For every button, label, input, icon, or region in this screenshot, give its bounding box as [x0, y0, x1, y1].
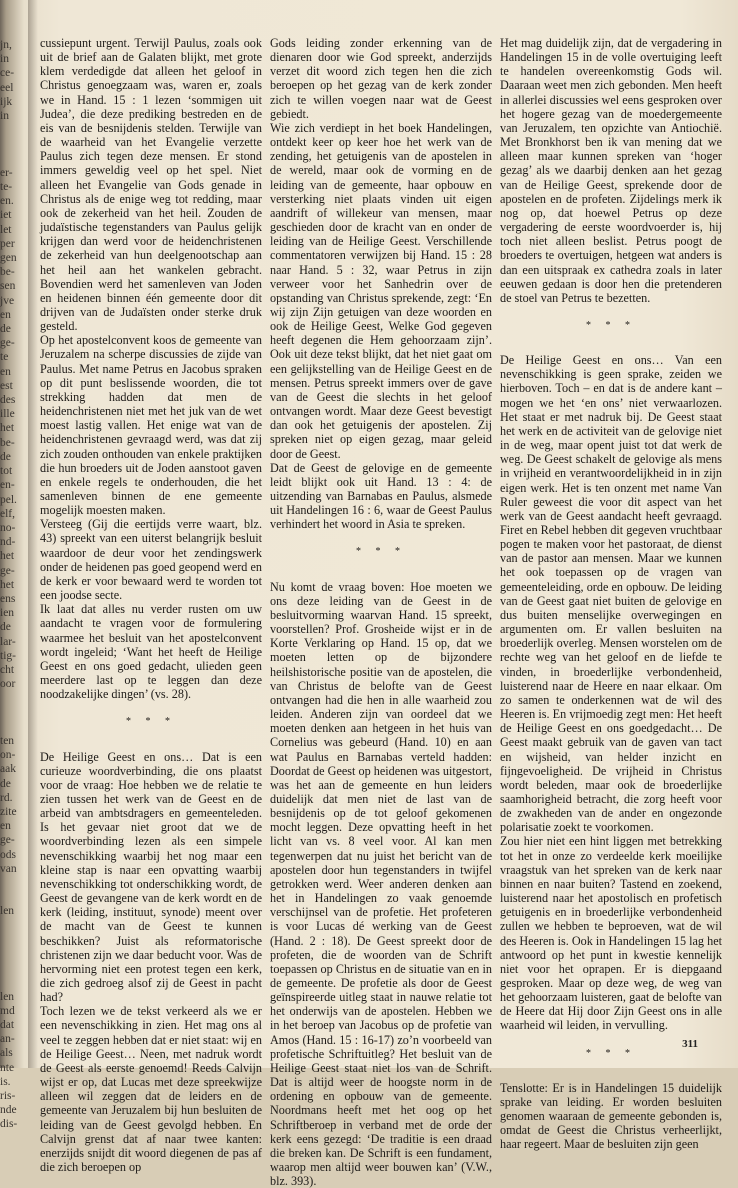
margin-fragment [0, 691, 30, 705]
paragraph: Het mag duidelijk zijn, dat de vergadering in Handelingen 15 in de volle overtuiging leeft te handelen overeenkomstig Gods wil. Daaraan weet men zich gebonden. Men heeft in allerlei discussies wel eens gesproken over het hogere gezag van de moedergemeente van Jeruzalem, ten opzichte van Antiochië. Met Bronkhorst ben ik van mening dat we alleen maar kunnen spreken van ‘hoger gezag’ als we daarbij denken aan het gezag van de Heilige Geest, sprekende door de apostelen en de profeten. Zijdelings merk ik nog op, dat hoewel Petrus op deze vergadering de eerste woordvoerder is, hij toch niet alleen beslist. Petrus poogt de broeders te overtuigen, hetgeen wat anders is dan een uitspraak ex cathedra zoals in later eeuwen gedaan is door hen die pretenderen de stoel van Petrus te bezetten. [500, 36, 722, 305]
margin-fragment: des [0, 394, 16, 407]
margin-fragment: md [0, 1004, 15, 1017]
margin-fragment: elf, [0, 507, 16, 520]
margin-fragment: de [0, 450, 11, 463]
paragraph: Ik laat dat alles nu verder rusten om uw aandacht te vragen voor de formulering waarmee het besluit van het apostelconvent wordt ingeleid; ‘Want het heeft de Heilige Geest en ons goed gedacht, ulieden geen meerdere last op te leggen dan deze noodzakelijke dingen’ (vs. 28). [40, 602, 262, 702]
paragraph: Gods leiding zonder erkenning van de dienaren door wie God spreekt, anderzijds verzet dit woord zich tegen hen die zich beroepen op het gezag van de kerk zonder zich te willen voegen naar wat de Geest gebiedt. [270, 36, 492, 121]
margin-fragment [0, 947, 30, 961]
margin-fragment: en [0, 365, 11, 378]
margin-fragment: jve [0, 294, 15, 307]
margin-fragment [0, 933, 30, 947]
margin-fragment: ten [0, 734, 15, 747]
margin-fragment: als [0, 1047, 13, 1060]
margin-fragment: ge- [0, 337, 15, 350]
margin-fragment: de [0, 323, 11, 336]
margin-fragment [0, 152, 30, 166]
margin-fragment: in [0, 110, 9, 123]
previous-page-margin [0, 38, 30, 1131]
margin-fragment: tig- [0, 649, 16, 662]
margin-fragment: per [0, 237, 15, 250]
section-separator: * * * [356, 546, 406, 558]
margin-fragment: nde [0, 1104, 17, 1117]
margin-fragment [0, 961, 30, 975]
paragraph: De Heilige Geest en ons… Van een nevenschikking is geen sprake, zeiden we hierboven. Toch – en dat is de andere kant – mogen we het ‘en ons’ niet verwaarlozen. Het staat er met nadruk bij. De Geest staat het werk en de activiteit van de gelovige niet in de weg, maar opent juist tot dat werk de weg. De Geest schakelt de gelovige als mens in vrijheid en verantwoordelijkheid in in zijn eigen werk. Het is ten onzent met name Van Ruler geweest die voor dit aspect van het werk van de Geest aandacht heeft gevraagd. Firet en Rebel hebben dit gegeven vruchtbaar pogen te maken voor het pastoraat, de dienst van de pastor aan mensen. Maar we kunnen het ook toepassen op de vragen van gemeenteleiding, orde en opbouw. De leiding van de Geest gaat niet buiten de gelovige en dus buiten menselijke overwegingen en argumenten om. Er vallen besluiten na broederlijk overleg. Mensen worstelen om de rechte weg van het geloof en de liefde te vinden, in broederlijke verbondenheid, luisterend naar de Heere en naar elkaar. Om zo samen te onderkennen wat de wil des Heeren is. En vrijmoedig zegt men: Het heeft de Heilige Geest en ons goedgedacht… De Geest maakt gebruik van de gaven van tact en wijsheid, van helder inzicht en fijngevoeligheid. De vrijheid in Christus wordt beleden, maar ook de broederlijke saamhorigheid betracht, die zorg heeft voor de zwakheden van de ander en ongezonde polarisatie zoekt te voorkomen. [500, 353, 722, 835]
margin-fragment: len [0, 905, 15, 918]
margin-fragment: ge- [0, 564, 15, 577]
margin-fragment [0, 720, 30, 734]
column-2 [270, 36, 492, 1188]
margin-fragment: be- [0, 436, 15, 449]
paragraph: Wie zich verdiept in het boek Handelingen, ontdekt keer op keer hoe het werk van de zending, het getuigenis van de apostelen in de wereld, maar ook de vorming en de leiding van de gemeente, haar opbouw en versterking niet plaats vinden uit eigen aandrift of willekeur van mensen, maar geschieden door de kracht van en onder de leiding van de Heilige Geest. Verschillende commentatoren verwijzen bij Hand. 15 : 28 naar Hand. 5 : 32, waar Petrus in zijn verweer voor het Sanhedrin over de opstanding van Christus sprekende, zegt: ‘En wij zijn Zijn getuigen van deze woorden en ook de Heilige Geest, Welke God gegeven heeft degenen die Hem gehoorzaam zijn’. Ook uit deze tekst blijkt, dat het niet gaat om een gelijkstelling van de Heilige Geest en de mensen. Petrus spreekt immers over de gave van de Geest die slechts in het geloof ontvangen wordt. Maar deze Geest bevestigt dan ook het getuigenis der apostelen. Zij spreken niet op eigen gezag, maar geleid door de Geest. [270, 120, 492, 461]
margin-fragment: dat [0, 1019, 15, 1032]
margin-fragment [0, 706, 30, 720]
margin-fragment: ien [0, 607, 15, 620]
paragraph: Tenslotte: Er is in Handelingen 15 duidelijk sprake van leiding. Er worden besluiten genomen waaraan de gemeente gebonden is, omdat de Geest die Christus verheerlijkt, haar regeert. Maar de besluiten zijn geen [500, 1080, 722, 1152]
margin-fragment: aak [0, 763, 16, 776]
paragraph: De Heilige Geest en ons… Dat is een curieuze woordverbinding, die ons plaatst voor de vraag: Hoe hebben we de relatie te zien tussen het werk van de Geest en de arbeid van ambtsdragers en gemeenteleden. Is het gevaar niet groot dat we de woordverbinding lezen als een simpele nevenschikking waarbij het nog maar een kleine stap is naar een opvatting waarbij nevenschikking tot onderschikking wordt, de Geest de gevangene van de kerk wordt en de kerk (leiding, instituut, synode) meent over de macht van de Geest te kunnen beschikken? Juist als reformatorische christenen zijn we daar beducht voor. Was de hervorming niet een protest tegen een kerk, die zich gedroeg alsof zij de Geest in pacht had? [40, 749, 262, 1005]
margin-fragment [0, 876, 30, 890]
paragraph: Versteeg (Gij die eertijds verre waart, blz. 43) spreekt van een uiterst belangrijk besluit waardoor de deur voor het zendingswerk onder de heidenen pas goed geopend werd en de kerk er voor bewaard werd te worden tot een joodse secte. [40, 517, 262, 603]
binding-shadow [28, 0, 38, 1068]
margin-fragment: nte [0, 1061, 15, 1074]
margin-fragment: let [0, 223, 12, 236]
section-separator: * * * [586, 319, 636, 331]
margin-fragment: rd. [0, 791, 13, 804]
paragraph: Dat de Geest de gelovige en de gemeente leidt blijkt ook uit Hand. 13 : 4: de uitzending van Barnabas en Paulus, alsmede uit Handelingen 16 : 6, waar de Geest Paulus verhindert het woord in Asia te spreken. [270, 460, 492, 532]
margin-fragment: ijk [0, 95, 13, 108]
margin-fragment: de [0, 777, 11, 790]
margin-fragment [0, 137, 30, 151]
section-separator: * * * [586, 1047, 636, 1059]
margin-fragment: en [0, 308, 11, 321]
paragraph: Toch lezen we de tekst verkeerd als we er een nevenschikking in zien. Het mag ons al veel te zeggen hebben dat er niet staat: wij en de Heilige Geest… Neen, met nadruk wordt de Geest als eerste genoemd! Reeds Calvijn wijst er op, dat Lucas met deze spreekwijze alleen wil zeggen dat de leiders en de gemeente van Jeruzalem bij hun besluiten de leiding van de Geest gevolgd hebben. En Calvijn grenst dat af naar twee kanten: enerzijds snijdt dit woord diegenen de pas af die zich beroepen op [40, 1004, 262, 1175]
margin-fragment: het [0, 550, 15, 563]
margin-fragment: est [0, 379, 13, 392]
margin-fragment: het [0, 422, 15, 435]
margin-fragment: be- [0, 266, 15, 279]
margin-fragment: iet [0, 209, 12, 222]
paragraph: Nu komt de vraag boven: Hoe moeten we ons deze leiding van de Geest in de besluitvorming waarvan Hand. 15 spreekt, voorstellen? Prof. Grosheide wijst er in de Korte Verklaring op Hand. 15 op, dat we moeten letten op de bijzondere heilshistorische positie van de apostelen, die van Christus de belofte van de Geest ontvangen had die hen in alle waarheid zou leiden. Anderen zijn van oordeel dat we moeten denken aan hetgeen in het huis van Cornelius was gebeurd (Hand. 10) en aan wat Paulus en Barnabas verteld hadden: Doordat de Geest op heidenen was uitgestort, was het aan de gemeente en hun leiders duidelijk dat men niet de last van de besnijdenis op de tot geloof gekomenen mocht leggen. Deze opvatting heeft in het licht van vs. 8 veel voor. Al kan men tegenwerpen dat nu juist het bericht van de apostelen door hun tegenstanders in twijfel getrokken werd. Weer anderen denken aan het in Handelingen zo vaak genoemde verschijnsel van de profetie. Het profeteren is voor Lucas dé werking van de Geest (Hand. 2 : 18). De Geest spreekt door de profeten, die de woorden van de Schrift toepassen op Christus en de situatie van en in de gemeente. De profetie als door de Geest geïnspireerde uitleg staat in nauwe relatie tot het onderwijs van de apostelen. Hebben we in het beroep van Jacobus op de profetie van Amos (Hand. 15 : 16-17) zo’n voorbeeld van profetische Schriftuitleg? Het besluit van de Heilige Geest staat niet los van de Schrift. Dat is altijd weer de hoogste norm in de ordening en opbouw van de gemeente. Noordmans heeft met het oog op het Schriftberoep in verband met de orde der kerk eens gezegd: ‘De traditie is een draad die breken kan. De Schrift is een fundament, waarop men altijd weer bouwen kan’ (V.W., blz. 393). [270, 579, 492, 1188]
margin-fragment: ge- [0, 834, 15, 847]
margin-fragment [0, 890, 30, 904]
margin-fragment: zite [0, 805, 17, 818]
margin-fragment: tot [0, 465, 13, 478]
margin-fragment: nd- [0, 536, 16, 549]
section-separator: * * * [126, 716, 176, 728]
margin-fragment: en. [0, 195, 14, 208]
margin-fragment [0, 975, 30, 989]
margin-fragment: lar- [0, 635, 16, 648]
margin-fragment: sen [0, 280, 16, 293]
column-1 [40, 36, 262, 1175]
margin-fragment: ille [0, 408, 15, 421]
paragraph: Zou hier niet een hint liggen met betrekking tot het in onze zo verdeelde kerk moeilijke vraagstuk van het spreken van de kerk naar binnen en naar buiten? Tastend en zoekend, luisterend naar het apostolisch en profetisch getuigenis en in broederlijke verbondenheid zullen we hebben te beproeven, wat de wil des Heeren is. Ook in Handelingen 15 lag het antwoord op het punt in kwestie kennelijk niet voor het oprapen. Er is diepgaand gesproken. Maar op deze weg, de weg van het gehoorzaam luisteren, gaat de belofte van de Heere dat Hij door Zijn Geest ons in alle waarheid wil leiden, in vervulling. [500, 834, 722, 1033]
margin-fragment [0, 919, 30, 933]
margin-fragment: is. [0, 1075, 11, 1088]
margin-fragment: len [0, 990, 15, 1003]
margin-fragment: de [0, 621, 11, 634]
margin-fragment: en- [0, 479, 15, 492]
margin-fragment: het [0, 578, 15, 591]
margin-fragment: ce- [0, 67, 15, 80]
margin-fragment: cht [0, 663, 15, 676]
margin-fragment: an- [0, 1033, 15, 1046]
margin-fragment: jn, [0, 39, 12, 51]
margin-fragment: gen [0, 252, 17, 265]
margin-fragment: te [0, 351, 9, 364]
margin-fragment: oor [0, 678, 16, 691]
margin-fragment: in [0, 53, 9, 66]
margin-fragment: dis- [0, 1118, 18, 1131]
page-number: 311 [682, 1038, 698, 1050]
margin-fragment: te- [0, 181, 13, 194]
margin-fragment: ens [0, 592, 16, 605]
margin-fragment: no- [0, 521, 16, 534]
margin-fragment: er- [0, 166, 13, 179]
margin-fragment: on- [0, 749, 16, 762]
margin-fragment: pel. [0, 493, 17, 506]
paragraph: cussiepunt urgent. Terwijl Paulus, zoals ook uit de brief aan de Galaten blijkt, met grote klem verdedigde dat alleen het geloof in Christus genoegzaam was, waren er, zoals we in Hand. 15 : 1 lezen ‘sommigen uit Judea’, die deze prediking bestreden en de eis van de besnijdenis stelden. Terwijle van de waarheid van het Evangelie verzette Paulus zich tegen deze mensen. Er stond immers geweldig veel op het spel. Niet alleen het Evangelie van Gods genade in Christus als de enige weg tot redding, maar ook de zekerheid van het heil. Zouden de judaïstische tegenstanders van Paulus gelijk krijgen dan werd voor de heidenchristenen de zekerheid van hun deelgenootschap aan het heil aan het wankelen gebracht. Bovendien werd het samenleven van Joden en heidenen binnen één gemeente door dit drijven van de Judaïsten onder sterke druk gesteld. [40, 36, 262, 334]
margin-fragment [0, 123, 30, 137]
margin-fragment: ods [0, 848, 16, 861]
paragraph: Op het apostelconvent koos de gemeente van Jeruzalem na scherpe discussies de zijde van Paulus. Met name Petrus en Jacobus spraken op dit punt beslissende woorden, die tot strekking hadden dat men de heidenchristenen niet met het juk van de wet moest lastig vallen. Het enige wat van de heidenchristenen gevraagd werd, was dat zij zich zouden onthouden van enkele praktijken die hun broeders uit de Joden aanstoot gaven en enkele regels te onderhouden, die het samenleven binnen de ene gemeente mogelijk moesten maken. [40, 333, 262, 518]
margin-fragment: eel [0, 81, 14, 94]
margin-fragment: van [0, 862, 17, 875]
margin-fragment: en [0, 820, 11, 833]
margin-fragment: ris- [0, 1090, 16, 1103]
